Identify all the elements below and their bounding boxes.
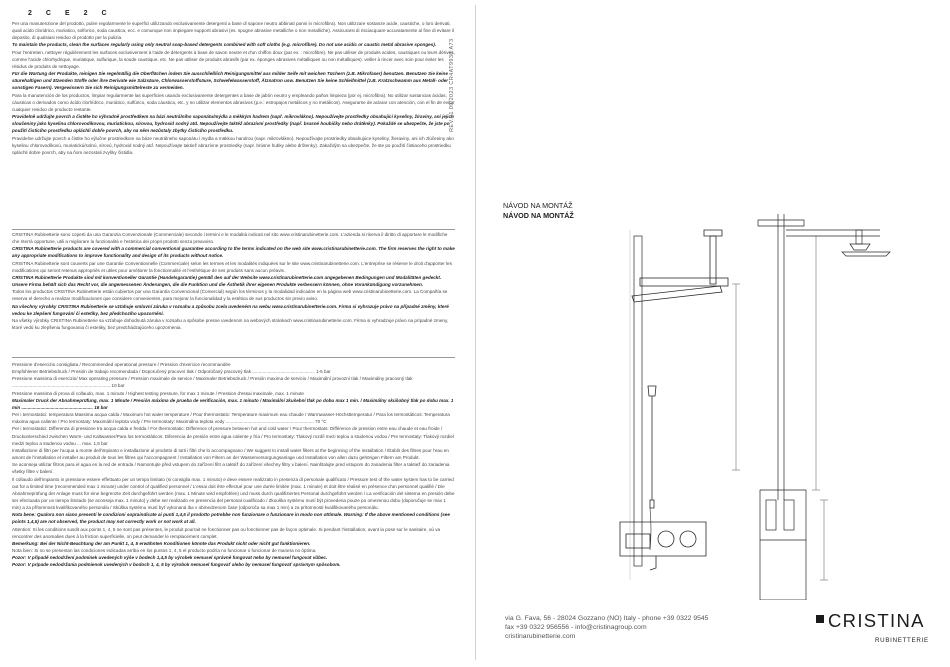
warranty-paragraph: Todos los productos CRISTINA Rubinetterie están cubiertos por una Garantía Convencional (Comercial) según los términos y la modalidad indicados en la página web www.cristinarubinetterie.com. La Compañía se reserva el derecho a realizar modificaciones que considere convenientes, para mejorar la funcionalidad y la estética de sus productos sin previo aviso. (12, 289, 448, 302)
warranty-paragraph: CRISTINA Rubinetterie sont couverts par une Garantie Conventionnelle (Commerciale) selon les termes et les modalités indiquées sur le site www.cristinarubinetterie.com. L'entreprise se réserve le droit d'apporter les modifications qui seront retenus appropriés et utiles pour améliorer la fonctionnalité et l'esthétique de ses produits sans aucun préavis. (12, 260, 452, 273)
spec-line: Pozor: V prípade nedodržania podmienok uvedených v bodoch 1, 4, 5 by výrobok nemusel fungovať alebo by nemusel fungovať správnym spôsobom. (12, 562, 341, 568)
installation-title-bold: NÁVOD NA MONTÁŽ (503, 211, 574, 220)
header-mark: C (45, 10, 51, 17)
header-mark: 2 (83, 10, 88, 17)
header-mark: 2 (28, 10, 32, 17)
spec-line: Pressione massima di esercizio/ Max operating pressure / Pression maximale de service / Maximaler Betriebsdruck / Presión maxima de servicio / Maximální provozní tlak / Maximálny pracovný tlak ............................................................................. 10 bar (12, 376, 413, 389)
warranty-paragraph: Na všetky výrobky CRISTINA Rubinetterie sa vzťahuje dohodnutá záruka v rozsahu a spôsobe presne uvedenom na webových stránkach www.cristinarubinetterie.com. Firma si vyhradzuje právo na prípadné zmeny, ktoré vedú ku zlepšeniu fungovania či estetiky, bez predchádzajúceho upozornenia. (12, 317, 449, 331)
spec-line: Se aconseja utilizar filtros para el agua en la red de entrada / Namontujte před vstupem do zařízení filtr a taktéž do zařízení všechny filtry v balení. Nainštalujte pred vstupom do zariadenia filter a taktiež do zariadenia všetky filtre v balení. (12, 462, 450, 475)
spec-line: Nota bene: Qualora non siano presenti le condizioni sopraindicate ai punti 1,4,5 il prodotto potrebbe non funzionare o funzionare in modo non ottimale. Warning: If the above mentioned conditions (see points 1,4,5) are not observed, the product may not correctly work or not work at all. (12, 512, 450, 525)
care-paragraph: Pour l'entretien, nettoyer régulièrement les surfaces exclusivement à l'aide de détergents à base de savon neutre et d'un chiffon doux (par ex. : microfibre). Ne pas utiliser de produits acides, caustiques ou leurs dérivés, comme l'acide chlorhydrique, muriatique, sulfurique, la soude caustique, etc. Ne pas utiliser de produits abrasifs (par ex. éponges abrasives métalliques ou non métalliques). veiller à rincer avec soin pour éviter les résidus de produits de nettoyage. (12, 49, 455, 69)
company-address: via G. Fava, 56 - 28024 Gozzano (NO) Italy - phone +39 0322 9545 (505, 615, 709, 622)
spec-line: Per i termostatici: Differenza di pressione tra acqua calda e fredda / For thermostatic: Difference of pressure between hot and cold water / Pour thermostats: Différence de pression entre eau chaude et eau froide / Druckunterschied zwischen Warm- und Kaltwasser/Para los termostáticos: Diferencia de presión entre agua caliente y fría / Pro termostaty: Tlakový rozdíl mezi teplou a studenou vodou / Pre termostaty: Tlakový rozdiel medzi teplou a studenou vodou ... max. 1,5 bar (12, 426, 454, 446)
warranty-paragraph: CRISTINA Rubinetterie Produkte sind mit konventioneller Garantie (Handelsgarantie) gemäß den auf der Website www.cristinarubinetterie.com angegebenen Bedingungen und Modalitäten gedeckt. Unsere Firma behält sich das Recht vor, die angemessenen Änderungen, die die Funktion und die Ästhetik ihrer eigenen Produkte verbessern können, ohne Vorankündigung vorzunehmen. (12, 274, 442, 288)
spec-line: Installazione di filtri per l'acqua a monte dell'impianto e installazione al prodotto di tutti i filtri che lo accompagnano / We suggest to install water filters at the beginning of the installation / Établir des filtres pour l'eau en amont de l'installation et installer au produit de tous les filtres qui l'accompagnent / Installation von Filtern an der Wasserversorgungsanlage und Installation von allen dazu gehörigen Filtern am Produkt. (12, 447, 449, 461)
warranty-paragraph: CRISTINA Rubinetterie sono coperti da una Garanzia Convenzionale (Commerciale) secondo i termini e le modalità indicati nel sito www.cristinarubinetterie.com. L'azienda si riserva il diritto di apportare le modifiche che riterrà opportune, utili a migliorare la funzionalità e l'estetica dei propri prodotti senza preavviso. (12, 232, 448, 245)
company-fax-email: fax +39 0322 956556 - info@cristinagroup.com (505, 624, 647, 632)
spec-line: Pressione massima di prova di collaudo, max. 1 minuto / Highest testing pressure, for max 1 minute / Pression d'essai maximale, max. 1 minute (12, 390, 304, 396)
spec-line: Il collaudo dell'impianto in pressione essere effettuato per un tempo limitato (si consiglia max. 1 minuto) e deve essere realizzato in presenza di personale qualificato / Pressure test of the water system has to be carried out for a limited time (recommended max 1 minute) under control of qualified personnel / L'essai doit être effectué pour une durée limitée (max. 1 minute) et doit être réalisé en présence d'un personnel qualifié / Die Abnahmeprüfung der Anlage muss für eine begrenzte Zeit durchgeführt werden (max. 1 Minute wird empfohlen) und muss durch qualifiziertes Personal durchgeführt werden / La verificación del sistema en presión debe ser efectuada por un tiempo limitado (se aconseja max. 1 minuto) y debe ser realizado en presencia del personal cualificado / Zkouška systému musí být provedena pouze po omezenou dobu (doporučuje se max 1 min) a za přítomnosti kvalifikovaného personálu / Skúška systému musí byť vykonaná iba v obmedzenom čase (odporúča sa max 1 min) a za prítomnosti kvalifikovaného personálu. (12, 476, 455, 511)
installation-title: NÁVOD NA MONTÁŽ (503, 201, 573, 210)
care-paragraph: Pravidelně udržujte povrch a čistěte ho výhradně prostředkem na bázi neutrálního saponátu/mýdla a měkkým hadrem (např. mikrovlákno). Nepoužívejte prostředky obsahující kyseliny, žíraviny, ani jejich sloučeniny jako kyselinu chlorovodíkovou, muriatickou, sírovou, hydroxid sodný atd. Nepoužívejte taktéž abrazivní prostředky (např. brusné houbičky nebo drátěnky). Pokaždé se ubezpečte, že jste po použití čisticího prostředku opláchli dobře povrch, aby na něm nezůstaly zbytky čisticího prostředku. (12, 114, 454, 134)
column-divider (475, 5, 476, 660)
brand-name: CRISTINA (828, 610, 925, 631)
care-paragraph: Para la manutención de los productos, limpiar regularmente las superficies usando exclusivamente detergentes a base de jabón neutro y empleando paños limpieza (por ej. microfibra). No utilizar sustancias ácidas, cáusticas o derivados como ácido clorhídrico, muriático, sulfúrico, soda cáustica, etc. y no utilizar elementos abrasivos (p.e.: estropajos metálicos y no metálicos). Asegurarse de aclarar con atención, con el fin de evitar cualquier residuo de producto restante. (12, 92, 455, 112)
warranty-paragraph: CRISTINA Rubinetterie products are covered with a commercial conventional guarantee according to the terms indicated on the web site www.cristinarubinetterie.com. The firm reserves the right to make any appropriate modifications to improve functionality and design of its products without notice. (12, 246, 455, 259)
spec-line: Maximaler Druck der Abnahmeprüfung, max. 1 Minute / Presión máxima de prueba de verificación, max. 1 minuto / Maximální zkušební tlak po dobu max 1 min. / Maximálny skúšobný tlak po dobu max. 1 min ........................................................ 16 bar (12, 397, 454, 410)
spec-line: Nota bien: Si no se presentan las condiciones indicadas arriba en los puntos 1, 4, 5 el producto podría no funcionar o funcionar de manera no óptima. (12, 548, 317, 554)
care-instructions (12, 20, 455, 228)
header-marks (28, 10, 121, 17)
section-divider (12, 357, 455, 358)
logo-square-icon (816, 615, 824, 623)
brand-subtitle: RUBINETTERIE (875, 637, 929, 644)
pressure-specs (12, 361, 455, 667)
spec-line: Pozor: V případě nedodržení podmínek uvedených výše v bodech 1,4,5 by výrobek nemusel správně fungovat nebo by nemusel fungovat vůbec. (12, 555, 328, 561)
spec-line: Pressione d'esercizio consigliata / Recommended operational pressure / Pression d'exercice recommandée (12, 362, 231, 367)
care-paragraph: To maintain the products, clean the surfaces regularly using only neutral soap-based detergents combined with soft cloths (e.g. microfibre). Do not use acidic or caustic metal abrasive sponges). (12, 42, 437, 48)
header-mark: C (101, 10, 107, 17)
document-code: REV.01 09/2023 CR4AT9930 A73 (449, 38, 455, 132)
shower-column-drawing (610, 200, 930, 600)
care-paragraph: Per una manutenzione del prodotto, pulire regolarmente le superfici utilizzando esclusivamente detergenti a base di sapone neutro abbinati panni in microfibra). Non utilizzare sostanze acide, caustiche, o loro derivati, quali acido cloridrico, muriatico, solforico, soda caustica, ecc. e comunque non impiegare supporti abrasivi (es. spugne abrasive metalliche o non metalliche). Assicurarsi di risciacquare accuratamente al fine di evitare il deposito, di qualsiasi residuo di prodotto per la pulizia. (12, 21, 454, 41)
care-paragraph: Pravidelne udržujte povrch a čistite ho výlučne prostriedkom na báze neutrálneho saponátu / mydla a mäkkou handrou (napr. mikrovlákno). Nepoužívajte prostriedky obsahujúce kyseliny, žieraviny, ani ich zlúčeniny ako kyselinu chlorovodíkovú, muriatickú/solnú, sírovú, hydroxid sodný atď. Nepoužívajte taktiež abrazívne prostriedky (napr. brúsne hubky alebo drôtenky). Zakaždým sa ubezpečte, že ste po použití čistiaceho prostriedku opláchli dobre povrch, aby na ňom nezostali zvyšky čistidla. (12, 135, 454, 155)
company-website[interactable]: cristinarubinetterie.com (505, 633, 576, 641)
warranty-paragraph: Na všechny výrobky CRISTINA Rubinetterie se vztahuje smluvní záruka v rozsahu a způsobu zcela uvedeném na webu www.cristinarubinetterie.com. Firma si vyhrazuje právo na případné změny, které vedou ke zlepšení fungování či estetiky, bez předchozího upozornění. (12, 303, 449, 316)
spec-line: Empfohlener Betriebsdruck / Presión de trabajo recomendada / Doporučený pracovní tlak / Odporúčaný pracovný tlak ................................................. 1-5 bar (12, 369, 331, 375)
spec-line: Attention: Si les conditions susdit aux points 1, 4, 5 ne sont pas présentes, le produit pourrait ne fonctionner pas ou fonctionner pas de façon optimale. Si pendant l'installation, avant la pose sur le sanitaire, où va rencontrer des anomalies dues à la friction superficielle, on peut demander le remplacement complet. (12, 526, 441, 539)
warranty-section (12, 231, 455, 341)
spec-line: Bemerkung: Bei der Nicht-Beachtung der am Punkt 1, 4, 5 erwähnten Konditionen könnte das Produkt nicht oder nicht gut funktionieren. (12, 540, 311, 546)
header-mark: E (64, 10, 70, 17)
spec-line: Per i termostatici: temperatura Massima acqua calda / Maximum hot water temperature / Pour thermostatic: Temperature maximum eau chaude / Warmwasser-Höchsttemperatur / Para los termostáticos: Temperatura máxima agua caliente / Pro termostaty: Maximální teplota vody / Pre termostaty: Maximálna teplota vody ..................................................................... 70 °C (12, 412, 450, 425)
company-contact (505, 614, 708, 642)
section-divider (12, 229, 455, 230)
care-paragraph: Für die Wartung der Produkte, reinigen Sie regelmäßig die Oberflächen indem Sie ausschließlich Reinigungsmittel aus milder Seife mit weichen Tüchern (z.B. Mikrofaser) benutzen. Benutzen Sie keine säurehaltigen und ätzenden Stoffe oder ihre Derivate wie Salzsäure, Chlorwasserstoffsäure, Schwefelwasserstoff, Ätznatron usw. Benutzen Sie keine Schleifmittel (z.B. Kratzschwamm aus Metall- oder sonstigen Fasern). Vergewissern Sie sich Reinigungsmittelreste zu vermeiden. (12, 71, 449, 91)
